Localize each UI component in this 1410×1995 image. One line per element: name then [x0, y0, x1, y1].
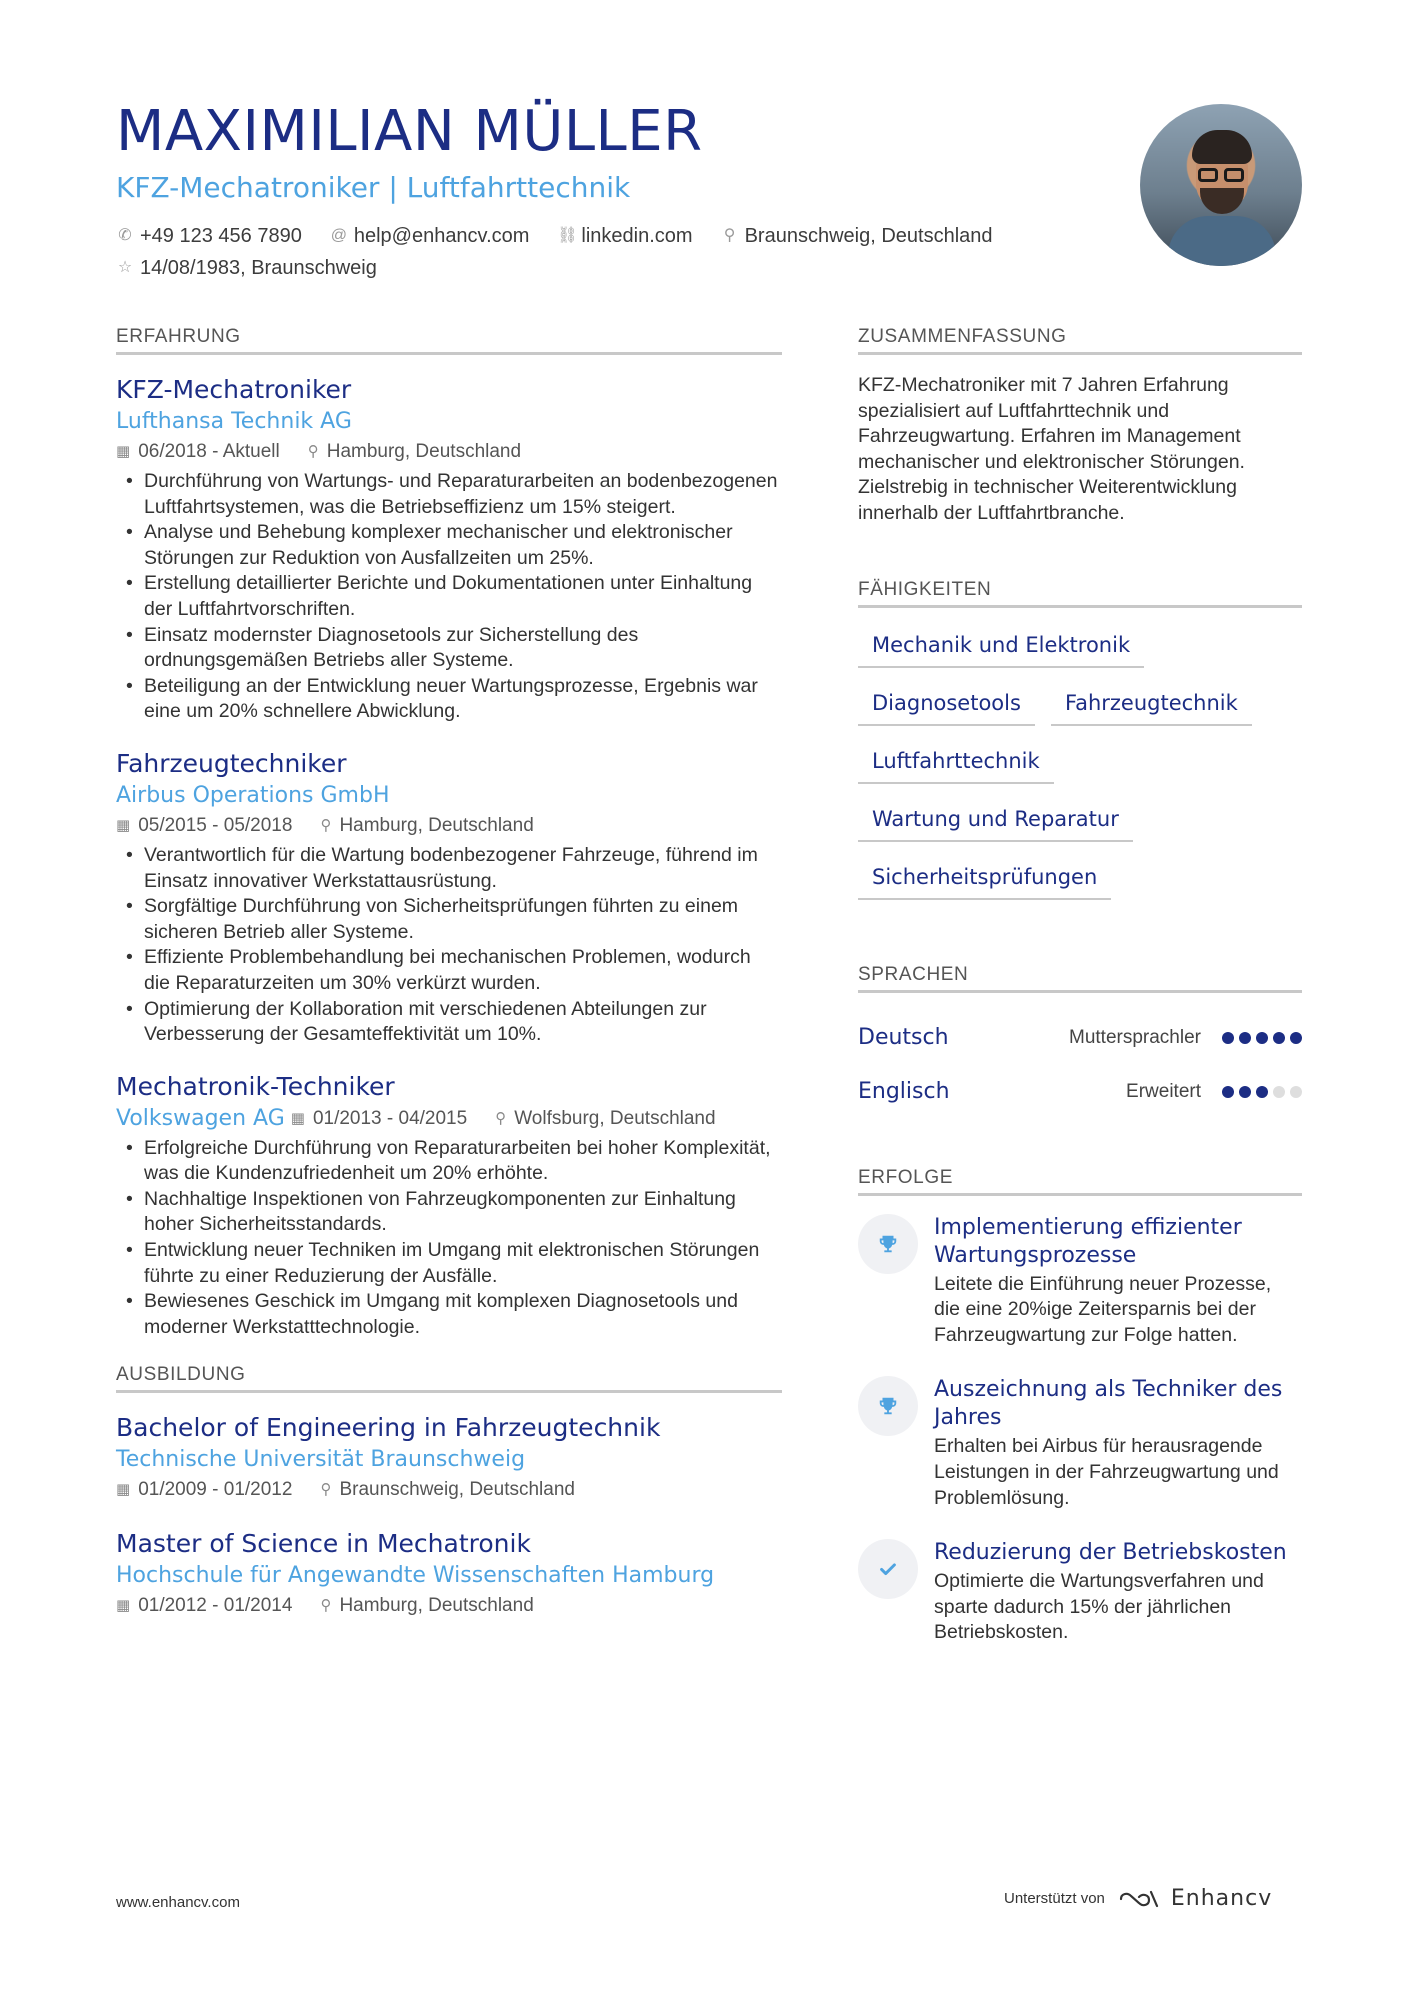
- achievement-item: [858, 1539, 1302, 1646]
- dot-empty: [1290, 1086, 1302, 1098]
- at-icon: @: [330, 227, 347, 244]
- bullet: • Erstellung detaillierter Berichte und Dokumentationen unter Einhaltung der Luftfahrtvorschriften.: [116, 571, 782, 622]
- section-title-summary: ZUSAMMENFASSUNG: [858, 326, 1302, 355]
- contact-location: [721, 220, 993, 252]
- phone-text: +49 123 456 7890: [140, 225, 302, 247]
- skill-tag: Fahrzeugtechnik: [1051, 684, 1252, 726]
- achievement-desc: Leitete die Einführung neuer Prozesse, die eine 20%ige Zeitersparnis bei der Fahrzeugwartung zur Folge hatten.: [934, 1272, 1272, 1346]
- location-pin-icon: ⚲: [320, 1597, 332, 1615]
- experience-item: [116, 1070, 782, 1341]
- calendar-icon: ▦: [116, 816, 131, 834]
- section-title-achievements: ERFOLGE: [858, 1167, 1302, 1196]
- job-meta: [116, 811, 782, 841]
- powered-by-text: Unterstützt von: [1004, 1890, 1105, 1907]
- contact-email[interactable]: [330, 220, 530, 252]
- bullet: • Beteiligung an der Entwicklung neuer Wartungsprozesse, Ergebnis war eine um 20% schnellere Abwicklung.: [116, 674, 782, 725]
- education-dates: 01/2009 - 01/2012: [138, 1479, 293, 1501]
- dot-filled: [1273, 1032, 1285, 1044]
- calendar-icon: ▦: [116, 1481, 131, 1499]
- location-text: Braunschweig, Deutschland: [744, 225, 993, 247]
- job-dates: 01/2013 - 04/2015: [312, 1107, 468, 1129]
- job-bullets: [116, 1136, 782, 1341]
- dot-filled: [1290, 1032, 1302, 1044]
- dot-empty: [1273, 1086, 1285, 1098]
- experience-item: [116, 373, 782, 725]
- trophy-icon: [858, 1214, 918, 1274]
- language-level: Erweitert: [1126, 1080, 1201, 1102]
- skill-tag: Luftfahrttechnik: [858, 742, 1054, 784]
- contact-linkedin[interactable]: [557, 220, 692, 252]
- dot-filled: [1256, 1032, 1268, 1044]
- enhancv-logo-icon: [1117, 1887, 1161, 1911]
- skill-tag: Wartung und Reparatur: [858, 800, 1133, 842]
- job-company: Airbus Operations GmbH: [116, 782, 390, 808]
- education-item: [116, 1527, 782, 1621]
- bullet: • Verantwortlich für die Wartung bodenbezogener Fahrzeuge, führend im Einsatz innovativer Werkstattausrüstung.: [116, 843, 782, 894]
- bullet: • Entwicklung neuer Techniken im Umgang mit elektronischen Störungen führte zu einer Reduzierung der Ausfälle.: [116, 1238, 782, 1289]
- job-location: Hamburg, Deutschland: [326, 441, 522, 462]
- summary-text: KFZ-Mechatroniker mit 7 Jahren Erfahrung spezialisiert auf Luftfahrttechnik und Fahrzeugwartung. Erfahren im Management mechanischer und elektronischer Störungen. Zielstrebig in technischer Weiterentwicklung innerhalb der Luftfahrtbranche.: [858, 374, 1245, 524]
- section-title-education: AUSBILDUNG: [116, 1364, 782, 1393]
- bullet: • Einsatz modernster Diagnosetools zur Sicherstellung des ordnungsgemäßen Betriebs aller Systeme.: [116, 623, 782, 674]
- headline: KFZ-Mechatroniker | Luftfahrttechnik: [116, 171, 631, 204]
- calendar-icon: ▦: [290, 1109, 305, 1127]
- achievement-desc: Optimierte die Wartungsverfahren und sparte dadurch 15% der jährlichen Betriebskosten.: [934, 1570, 1264, 1644]
- school: Hochschule für Angewandte Wissenschaften Hamburg: [116, 1563, 715, 1589]
- skill-tag: Sicherheitsprüfungen: [858, 858, 1111, 900]
- education-meta: [116, 1591, 782, 1621]
- dot-filled: [1256, 1086, 1268, 1098]
- job-bullets: [116, 843, 782, 1048]
- language-level: Muttersprachler: [1069, 1026, 1201, 1048]
- location-pin-icon: ⚲: [495, 1109, 507, 1127]
- skills-list: [858, 626, 1302, 916]
- school: Technische Universität Braunschweig: [116, 1447, 526, 1473]
- language-name: Englisch: [858, 1079, 950, 1105]
- bullet: • Analyse und Behebung komplexer mechanischer und elektronischer Störungen zur Reduktion von Ausfallzeiten um 25%.: [116, 520, 782, 571]
- contact-birth: [116, 252, 377, 284]
- bullet: • Optimierung der Kollaboration mit verschiedenen Abteilungen zur Verbesserung der Gesamteffektivität um 10%.: [116, 997, 782, 1048]
- job-title: Fahrzeugtechniker: [116, 748, 347, 778]
- achievement-desc: Erhalten bei Airbus für herausragende Leistungen in der Fahrzeugwartung und Problemlösung.: [934, 1435, 1279, 1509]
- footer-branding: [1004, 1886, 1272, 1911]
- right-column: [858, 326, 1302, 1674]
- section-title-languages: SPRACHEN: [858, 964, 1302, 993]
- degree: Master of Science in Mechatronik: [116, 1529, 531, 1559]
- bullet: • Erfolgreiche Durchführung von Reparaturarbeiten bei hoher Komplexität, was die Kundenzufriedenheit um 20% erhöhte.: [116, 1136, 782, 1187]
- birth-text: 14/08/1983, Braunschweig: [140, 257, 377, 279]
- education-item: [116, 1411, 782, 1505]
- left-column: [116, 326, 782, 1643]
- contact-phone: [116, 220, 302, 252]
- job-meta: [116, 1104, 782, 1134]
- linkedin-text[interactable]: linkedin.com: [581, 225, 693, 247]
- experience-item: [116, 747, 782, 1048]
- achievement-title: Reduzierung der Betriebskosten: [934, 1540, 1287, 1566]
- job-meta: [116, 437, 782, 467]
- language-name: Deutsch: [858, 1025, 949, 1051]
- education-meta: [116, 1475, 782, 1505]
- calendar-icon: ▦: [116, 443, 131, 460]
- job-bullets: [116, 469, 782, 725]
- achievement-title: Auszeichnung als Techniker des Jahres: [934, 1377, 1283, 1431]
- header: [116, 96, 1116, 284]
- job-title: KFZ-Mechatroniker: [116, 375, 352, 404]
- contact-row: [116, 220, 1076, 284]
- education-dates: 01/2012 - 01/2014: [138, 1595, 293, 1617]
- achievement-item: [858, 1214, 1302, 1349]
- location-pin-icon: ⚲: [307, 443, 319, 460]
- star-icon: ☆: [117, 259, 133, 276]
- dot-filled: [1222, 1086, 1234, 1098]
- dot-filled: [1222, 1032, 1234, 1044]
- email-text[interactable]: help@enhancv.com: [353, 225, 530, 247]
- job-company: Volkswagen AG: [116, 1105, 285, 1131]
- avatar: [1140, 104, 1302, 266]
- bullet: • Effiziente Problembehandlung bei mechanischen Problemen, wodurch die Reparaturzeiten um 30% verkürzt wurden.: [116, 945, 782, 996]
- dot-filled: [1239, 1032, 1251, 1044]
- trophy-icon: [858, 1376, 918, 1436]
- candidate-name: MAXIMILIAN MÜLLER: [116, 99, 703, 164]
- calendar-icon: ▦: [116, 1597, 131, 1615]
- job-location: Wolfsburg, Deutschland: [514, 1107, 716, 1129]
- link-icon: ⛓: [557, 227, 578, 244]
- location-pin-icon: ⚲: [320, 816, 332, 834]
- achievement-item: [858, 1376, 1302, 1511]
- language-row: [858, 1011, 1302, 1065]
- education-location: Braunschweig, Deutschland: [339, 1479, 575, 1501]
- bullet: • Durchführung von Wartungs- und Reparaturarbeiten an bodenbezogenen Luftfahrtsystemen, was die Betriebseffizienz um 15% steigert.: [116, 469, 782, 520]
- job-dates: 05/2015 - 05/2018: [138, 814, 293, 836]
- job-company: Lufthansa Technik AG: [116, 409, 352, 434]
- bullet: • Nachhaltige Inspektionen von Fahrzeugkomponenten zur Einhaltung hoher Sicherheitsstandards.: [116, 1187, 782, 1238]
- bullet: • Bewiesenes Geschick im Umgang mit komplexen Diagnosetools und moderner Werkstatttechnologie.: [116, 1289, 782, 1340]
- job-location: Hamburg, Deutschland: [339, 814, 534, 836]
- proficiency-dots: [1217, 1086, 1302, 1098]
- location-pin-icon: ⚲: [723, 227, 736, 244]
- job-dates: 06/2018 - Aktuell: [138, 441, 280, 462]
- phone-icon: ✆: [118, 227, 132, 244]
- section-title-experience: ERFAHRUNG: [116, 326, 782, 355]
- section-title-skills: FÄHIGKEITEN: [858, 579, 1302, 608]
- bullet: • Sorgfältige Durchführung von Sicherheitsprüfungen führten zu einem sicheren Betrieb aller Systeme.: [116, 894, 782, 945]
- job-title: Mechatronik-Techniker: [116, 1071, 395, 1101]
- check-icon: [858, 1539, 918, 1599]
- degree: Bachelor of Engineering in Fahrzeugtechnik: [116, 1413, 661, 1443]
- language-row: [858, 1065, 1302, 1119]
- location-pin-icon: ⚲: [320, 1481, 332, 1499]
- proficiency-dots: [1217, 1032, 1302, 1044]
- education-location: Hamburg, Deutschland: [339, 1595, 534, 1617]
- footer-website[interactable]: www.enhancv.com: [116, 1894, 240, 1911]
- skill-tag: Mechanik und Elektronik: [858, 626, 1144, 668]
- brand-name: Enhancv: [1170, 1886, 1273, 1911]
- achievement-title: Implementierung effizienter Wartungsprozesse: [934, 1214, 1242, 1268]
- languages-list: [858, 1011, 1302, 1119]
- skill-tag: Diagnosetools: [858, 684, 1035, 726]
- dot-filled: [1239, 1086, 1251, 1098]
